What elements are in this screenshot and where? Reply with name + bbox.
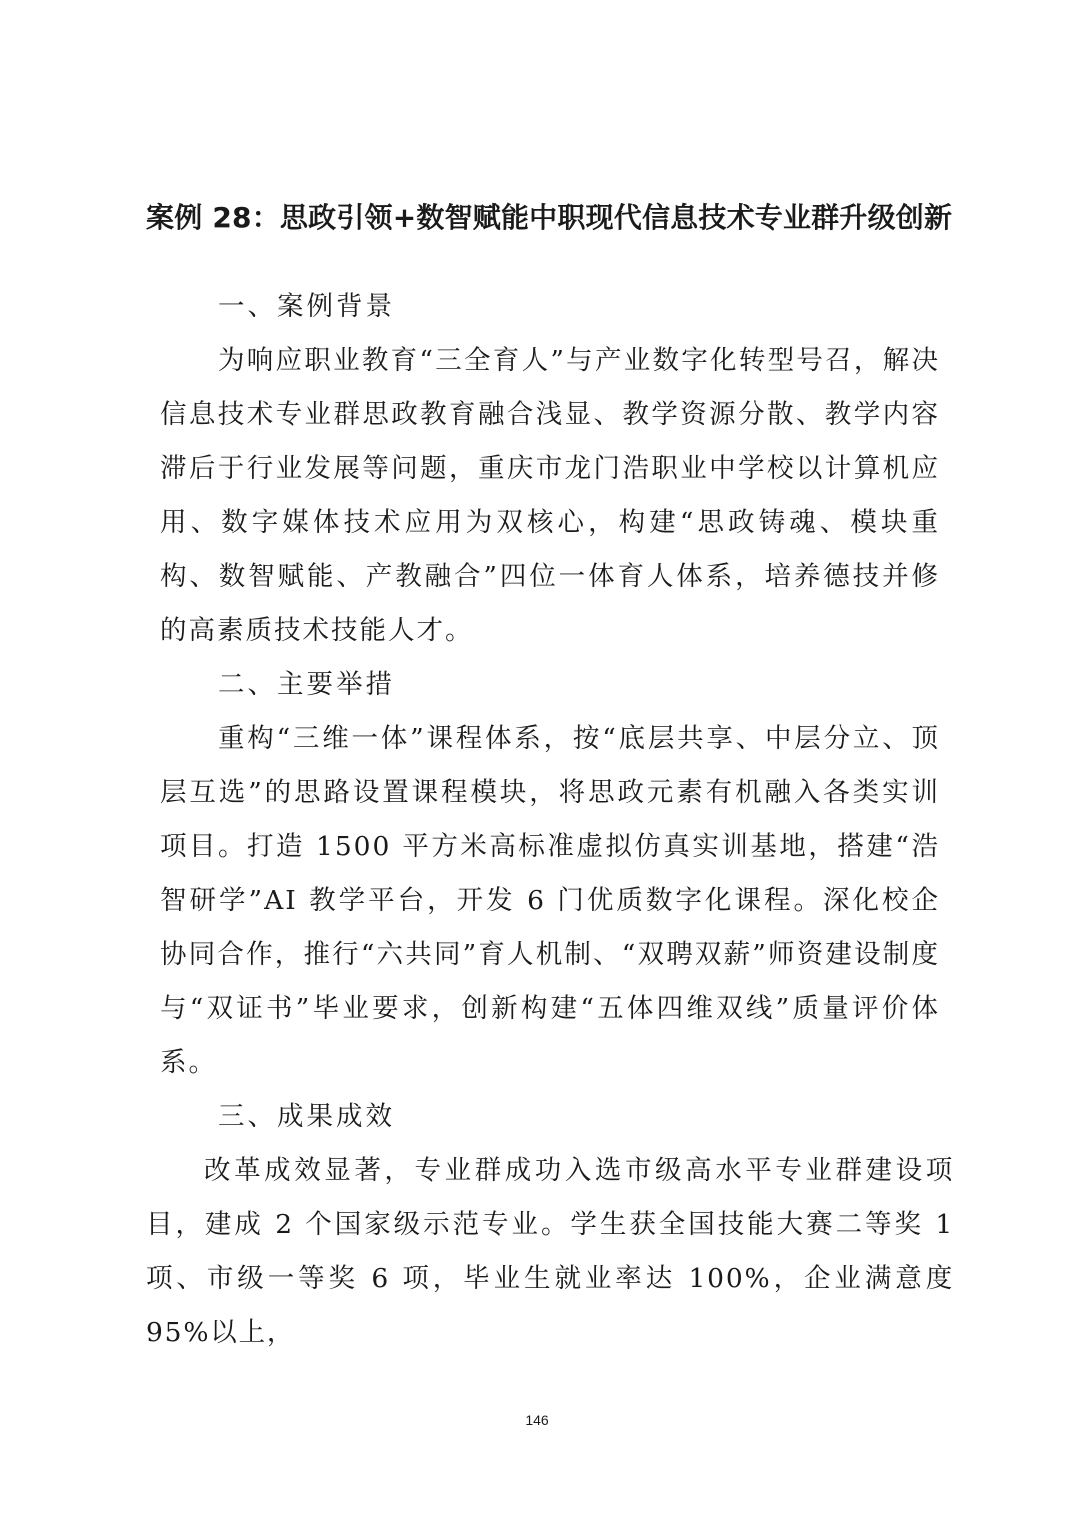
document-body [146, 280, 954, 1360]
section-heading-measures: 二、主要举措 [218, 669, 395, 700]
page-number: 146 [525, 1412, 549, 1428]
section-paragraph-results: 改革成效显著，专业群成功入选市级高水平专业群建设项目，建成 2 个国家级示范专业。学生获全国技能大赛二等奖 1 项、市级一等奖 6 项，毕业生就业率达 100%，企业满意度 95%以上， [146, 1155, 954, 1348]
document-title: 案例 28：思政引领+数智赋能中职现代信息技术专业群升级创新 [146, 201, 953, 234]
section-heading-background: 一、案例背景 [218, 291, 395, 322]
section-paragraph-background: 为响应职业教育“三全育人”与产业数字化转型号召，解决信息技术专业群思政教育融合浅显、教学资源分散、教学内容滞后于行业发展等问题，重庆市龙门浩职业中学校以计算机应用、数字媒体技术应用为双核心，构建“思政铸魂、模块重构、数智赋能、产教融合”四位一体育人体系，培养德技并修的高素质技术技能人才。 [160, 345, 940, 646]
section-paragraph-measures: 重构“三维一体”课程体系，按“底层共享、中层分立、顶层互选”的思路设置课程模块，将思政元素有机融入各类实训项目。打造 1500 平方米高标准虚拟仿真实训基地，搭建“浩智研学”AI 教学平台，开发 6 门优质数字化课程。深化校企协同合作，推行“六共同”育人机制、“双聘双薪”师资建设制度与“双证书”毕业要求，创新构建“五体四维双线”质量评价体系。 [160, 723, 940, 1078]
section-heading-results: 三、成果成效 [218, 1101, 395, 1132]
